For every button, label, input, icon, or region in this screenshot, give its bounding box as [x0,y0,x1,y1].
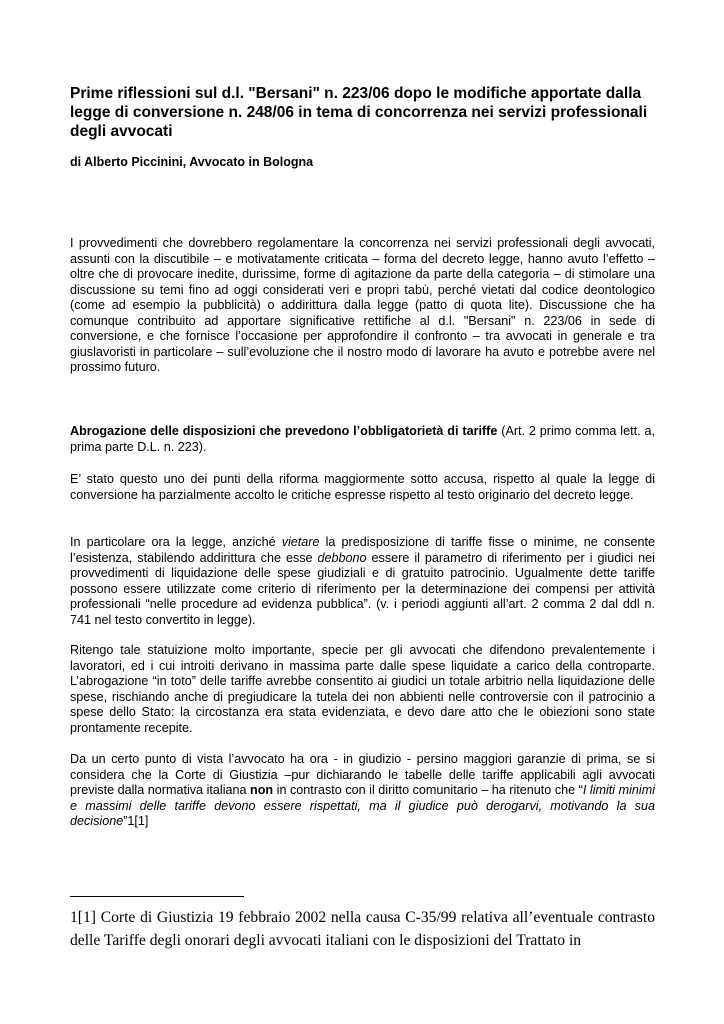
paragraph-1: E’ stato questo uno dei punti della riforma maggiormente sotto accusa, rispetto al quale la legge di conversione ha parzialmente accolto le critiche espresse rispetto al testo originario del decreto legge. [70,472,655,502]
footnote-text: 1[1] Corte di Giustizia 19 febbraio 2002 nella causa C-35/99 relativa all’eventuale contrasto delle Tariffe degli onorari degli avvocati italiani con le disposizioni del Trattato in [70,909,655,949]
footnote-reference[interactable]: ”1[1] [123,814,149,828]
paragraph-2-text-c: la predisposizione di tariffe fisse o minime, ne consente l’esistenza, stabilendo addirittura che esse [70,535,655,565]
document-title: Prime riflessioni sul d.l. "Bersani" n. 223/06 dopo le modifiche apportate dalla legge di conversione n. 248/06 in tema di concorrenza nei servizi professionali degli avvocati [70,85,648,140]
paragraph-3: Ritengo tale statuizione molto importante, specie per gli avvocati che difendono prevalentemente i lavoratori, ed i cui introiti derivano in massima parte dalle spese liquidate a carico della controparte. L’abrogazione “in toto” delle tariffe avrebbe consentito ai giudici un totale arbitrio nella liquidazione delle spese, rischiando anche di pregiudicare la tutela dei non abbienti nelle controversie con il patrocinio a spese dello Stato: la circostanza era stata evidenziata, e devo dare atto che le obiezioni sono state prontamente recepite. [70,643,655,735]
paragraph-4-quote: I limiti minimi e massimi delle tariffe devono essere rispettati, ma il giudice può derogarvi, motivando la sua decisione [70,783,655,828]
paragraph-4-text-a: Da un certo punto di vista l’avvocato ha ora - in giudizio - persino maggiori garanzie di prima, se si considera che la Corte di Giustizia –pur dichiarando le tabelle delle tariffe applicabili agli avvocati previste dalla normativa italiana [70,752,655,797]
paragraph-2 [70,535,655,628]
paragraph-4-bold-non: non [250,783,274,797]
author-line: di Alberto Piccinini, Avvocato in Bologna [70,155,314,169]
paragraph-4 [70,752,655,830]
paragraph-2-italic-vietare: vietare [281,535,320,549]
paragraph-2-text-e: essere il parametro di riferimento per i giudici nei provvedimenti di liquidazione delle spese giudiziali e di gratuito patrocinio. Ugualmente dette tariffe possono essere utilizzate come criterio di riferimento per la determinazione dei compensi per attività professionali “nelle procedure ad evidenza pubblica”. (v. i periodi aggiunti all’art. 2 comma 2 dal ddl n. 741 nel testo convertito in legge). [70,550,655,627]
section-heading-paragraph [70,424,655,455]
paragraph-2-italic-debbono: debbono [317,550,367,565]
section-heading: Abrogazione delle disposizioni che prevedono l’obbligatorietà di tariffe [70,424,498,438]
paragraph-4-text-c: in contrasto con il diritto comunitario – ha ritenuto che “ [273,783,583,797]
intro-paragraph: I provvedimenti che dovrebbero regolamentare la concorrenza nei servizi professionali degli avvocati, assunti con la discutibile – e motivatamente criticata – forma del decreto legge, hanno avuto l’effetto – oltre che di provocare inedite, durissime, forme di agitazione da parte della categoria – di stimolare una discussione su temi fino ad oggi considerati veri e propri tabù, perché vietati dal codice deontologico (come ad esempio la pubblicità) o addirittura dalla legge (patto di quota lite). Discussione che ha comunque contribuito ad apportare significative rettifiche al d.l. "Bersani" n. 223/06 in sede di conversione, e che fornisce l’occasione per approfondire il confronto – tra avvocati in generale e tra giuslavoristi in particolare – sull’evoluzione che il nostro modo di lavorare ha avuto e potrebbe avere nel prossimo futuro. [70,236,655,374]
section-heading-reference: (Art. 2 primo comma lett. a, prima parte D.L. n. 223). [70,424,655,454]
footnote-separator [70,896,244,897]
paragraph-2-text-a: In particolare ora la legge, anziché [70,535,282,549]
